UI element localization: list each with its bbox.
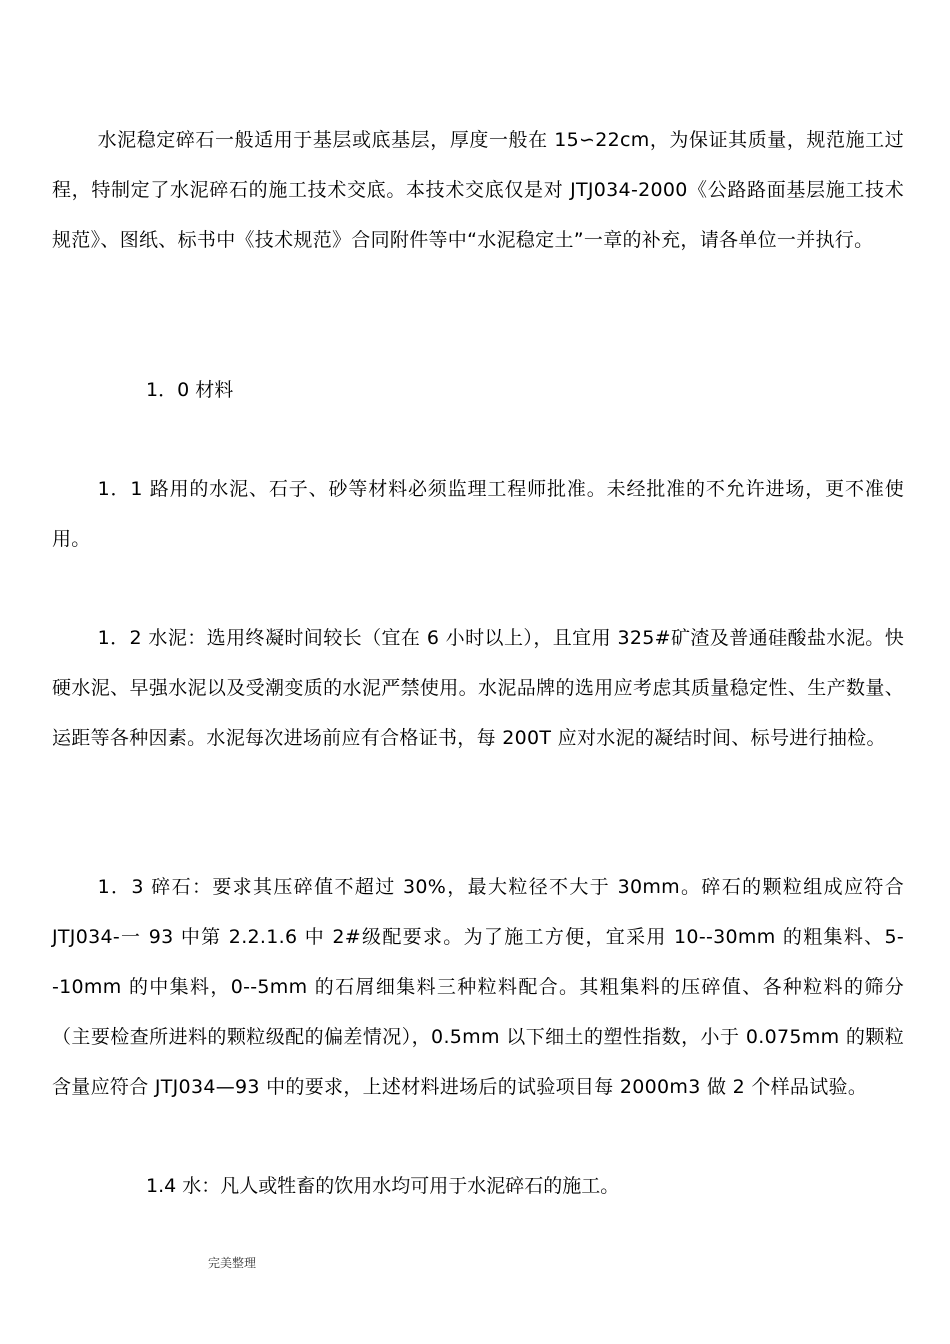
footer-watermark: 完美整理: [208, 1256, 257, 1270]
paragraph-1-4: 1.4 水：凡人或牲畜的饮用水均可用于水泥碎石的施工。: [146, 1175, 620, 1197]
paragraph-1-2: 1．2 水泥：选用终凝时间较长（宜在 6 小时以上），且宜用 325#矿渣及普通硅酸盐水泥。快硬水泥、早强水泥以及受潮变质的水泥严禁使用。水泥品牌的选用应考虑其质量稳定性、生产数量、运距等各种因素。水泥每次进场前应有合格证书，每 200T 应对水泥的凝结时间、标号进行抽检。: [52, 627, 904, 749]
section-heading-materials: 1．0 材料: [146, 379, 234, 401]
intro-paragraph: 水泥稳定碎石一般适用于基层或底基层，厚度一般在 15∽22cm，为保证其质量，规范施工过程，特制定了水泥碎石的施工技术交底。本技术交底仅是对 JTJ034-2000《公路路面基层施工技术规范》、图纸、标书中《技术规范》合同附件等中“水泥稳定土”一章的补充，请各单位一并执行。: [52, 129, 904, 251]
paragraph-1-1: 1．1 路用的水泥、石子、砂等材料必须监理工程师批准。未经批准的不允许进场，更不准使用。: [52, 478, 904, 550]
paragraph-1-3: 1．3 碎石：要求其压碎值不超过 30%，最大粒径不大于 30mm。碎石的颗粒组成应符合 JTJ034-一 93 中第 2.2.1.6 中 2#级配要求。为了施工方便，宜采用 10--30mm 的粗集料、5--10mm 的中集料，0--5mm 的石屑细集料三种粒料配合。其粗集料的压碎值、各种粒料的筛分（主要检查所进料的颗粒级配的偏差情况），0.5mm 以下细土的塑性指数，小于 0.075mm 的颗粒含量应符合 JTJ034—93 中的要求，上述材料进场后的试验项目每 2000m3 做 2 个样品试验。: [52, 876, 904, 1098]
